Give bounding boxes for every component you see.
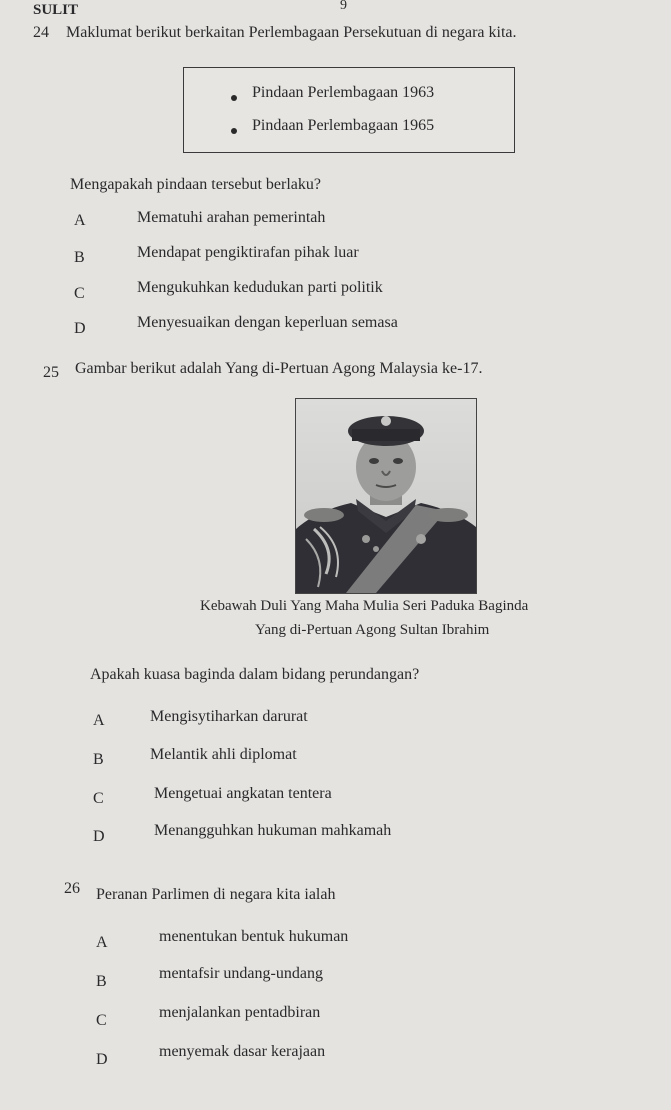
q26-option-a-letter[interactable]: A: [96, 934, 108, 951]
q26-option-d-letter[interactable]: D: [96, 1051, 108, 1068]
q25-option-b-text[interactable]: Melantik ahli diplomat: [150, 746, 297, 763]
q25-stem: Gambar berikut adalah Yang di-Pertuan Agong Malaysia ke-17.: [75, 360, 483, 377]
q25-question: Apakah kuasa baginda dalam bidang perundangan?: [90, 666, 420, 683]
q25-option-d-letter[interactable]: D: [93, 828, 105, 845]
q24-option-b-letter[interactable]: B: [74, 249, 85, 266]
q24-stem: Maklumat berikut berkaitan Perlembagaan Persekutuan di negara kita.: [66, 24, 517, 41]
portrait-photo: [295, 398, 477, 594]
q24-option-a-text[interactable]: Mematuhi arahan pemerintah: [137, 209, 326, 226]
q26-number: 26: [64, 880, 80, 897]
portrait-caption-line1: Kebawah Duli Yang Maha Mulia Seri Paduka Baginda: [200, 598, 529, 614]
bullet-icon: [231, 128, 237, 134]
q24-option-c-text[interactable]: Mengukuhkan kedudukan parti politik: [137, 279, 383, 296]
sulit-label: SULIT: [33, 2, 79, 18]
q24-info-box: [183, 67, 515, 153]
q26-option-b-text[interactable]: mentafsir undang-undang: [159, 965, 323, 982]
portrait-caption-line2: Yang di-Pertuan Agong Sultan Ibrahim: [255, 622, 490, 638]
q24-number: 24: [33, 24, 49, 41]
q25-option-c-text[interactable]: Mengetuai angkatan tentera: [154, 785, 332, 802]
q26-option-b-letter[interactable]: B: [96, 973, 107, 990]
q25-option-c-letter[interactable]: C: [93, 790, 104, 807]
q25-option-b-letter[interactable]: B: [93, 751, 104, 768]
q24-box-item-2: Pindaan Perlembagaan 1965: [252, 117, 435, 134]
portrait-illustration: [296, 399, 476, 593]
q25-number: 25: [43, 364, 59, 381]
q25-option-a-text[interactable]: Mengisytiharkan darurat: [150, 708, 308, 725]
q24-option-a-letter[interactable]: A: [74, 212, 86, 229]
q26-option-d-text[interactable]: menyemak dasar kerajaan: [159, 1043, 326, 1060]
q24-option-d-letter[interactable]: D: [74, 320, 86, 337]
q24-box-item-1: Pindaan Perlembagaan 1963: [252, 84, 435, 101]
q26-stem: Peranan Parlimen di negara kita ialah: [96, 886, 336, 903]
q25-option-a-letter[interactable]: A: [93, 712, 105, 729]
q24-option-b-text[interactable]: Mendapat pengiktirafan pihak luar: [137, 244, 359, 261]
q26-option-c-letter[interactable]: C: [96, 1012, 107, 1029]
q26-option-c-text[interactable]: menjalankan pentadbiran: [159, 1004, 321, 1021]
q26-option-a-text[interactable]: menentukan bentuk hukuman: [159, 928, 349, 945]
bullet-icon: [231, 95, 237, 101]
q24-option-c-letter[interactable]: C: [74, 285, 85, 302]
q25-option-d-text[interactable]: Menangguhkan hukuman mahkamah: [154, 822, 392, 839]
page-number: 9: [340, 0, 347, 13]
q24-question: Mengapakah pindaan tersebut berlaku?: [70, 176, 322, 193]
q24-option-d-text[interactable]: Menyesuaikan dengan keperluan semasa: [137, 314, 398, 331]
